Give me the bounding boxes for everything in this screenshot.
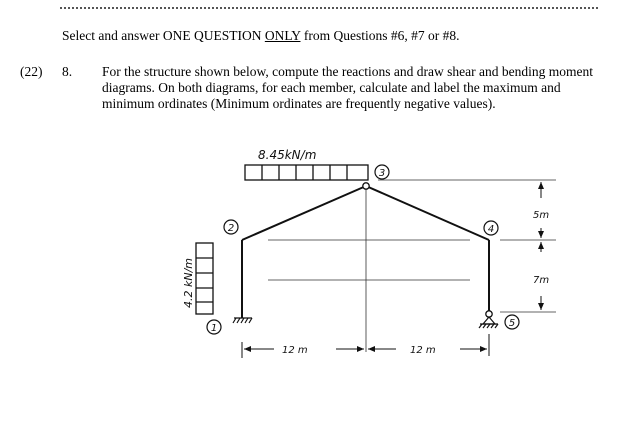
left-rafter — [242, 186, 366, 240]
top-load-label: 8.45kN/m — [258, 148, 317, 162]
right-rafter — [366, 186, 489, 240]
question-marks: (22) — [20, 64, 43, 79]
svg-text:4: 4 — [487, 224, 495, 235]
crown-hinge — [363, 183, 369, 189]
node-4 — [484, 221, 498, 235]
node-2 — [224, 220, 238, 234]
node-1 — [207, 320, 221, 334]
upper-height-label: 5m — [533, 210, 550, 221]
left-fixed-support — [233, 318, 252, 323]
svg-text:2: 2 — [227, 223, 235, 234]
frame-members — [242, 186, 489, 318]
side-distributed-load — [196, 243, 213, 314]
svg-text:3: 3 — [378, 168, 386, 179]
right-pin-support — [479, 317, 498, 328]
question-number: 8. — [62, 64, 73, 79]
instruction-emphasis: ONLY — [264, 28, 301, 43]
instruction-text: Select and answer ONE QUESTION — [62, 28, 265, 43]
side-load-label: 4.2 kN/m — [182, 257, 195, 308]
svg-text:5: 5 — [508, 318, 516, 329]
question-text: For the structure shown below, compute the reactions and draw shear and bending moment diagrams. On both diagrams, for each member, calculate and label the maximum and minimum ordinates (Minimum ordinates are frequently negative values). — [102, 64, 593, 111]
right-span-label: 12 m — [410, 345, 436, 356]
node-5 — [505, 315, 519, 329]
instruction-text-end: from Questions #6, #7 or #8. — [300, 28, 460, 43]
lower-height-label: 7m — [533, 275, 550, 286]
left-span-label: 12 m — [282, 345, 308, 356]
span-dimension — [242, 334, 489, 358]
top-distributed-load — [245, 165, 368, 180]
svg-text:1: 1 — [210, 323, 218, 334]
node-3 — [375, 165, 389, 179]
